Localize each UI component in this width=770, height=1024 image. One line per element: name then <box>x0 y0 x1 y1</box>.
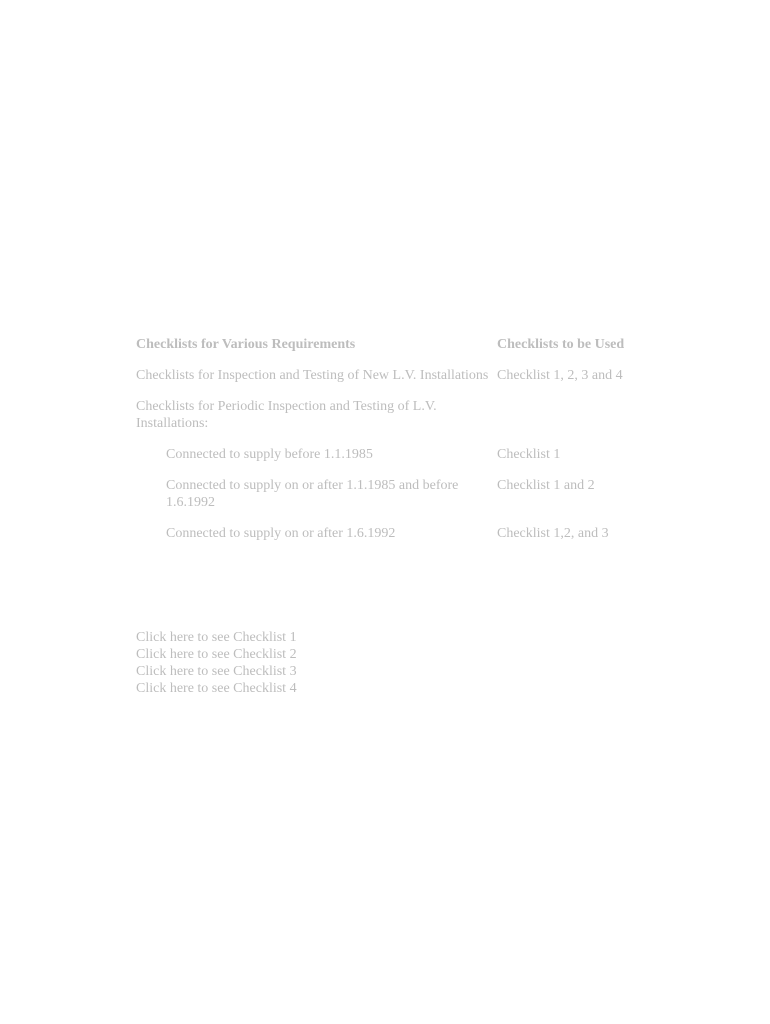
header-checklists-used: Checklists to be Used <box>497 337 625 352</box>
table-row <box>136 446 656 463</box>
requirement-cell: Connected to supply before 1.1.1985 <box>166 447 373 462</box>
checklist-cell: Checklist 1, 2, 3 and 4 <box>497 368 623 383</box>
checklist-cell: Checklist 1 and 2 <box>497 478 595 493</box>
table-row <box>136 367 656 384</box>
checklist-2-link[interactable]: Click here to see Checklist 2 <box>136 647 297 662</box>
checklist-cell: Checklist 1 <box>497 447 561 462</box>
checklist-cell: Checklist 1,2, and 3 <box>497 526 609 541</box>
table-row <box>136 398 656 432</box>
checklist-3-link[interactable]: Click here to see Checklist 3 <box>136 664 297 679</box>
table-header-row <box>136 336 656 353</box>
checklist-1-link[interactable]: Click here to see Checklist 1 <box>136 630 297 645</box>
requirement-cell: Checklists for Inspection and Testing of New L.V. Installations <box>136 368 489 383</box>
checklist-4-link[interactable]: Click here to see Checklist 4 <box>136 681 297 696</box>
table-row <box>136 477 656 511</box>
requirement-cell: Connected to supply on or after 1.6.1992 <box>166 526 396 541</box>
requirement-cell: Checklists for Periodic Inspection and Testing of L.V. Installations: <box>136 399 437 431</box>
checklist-links <box>136 629 297 697</box>
table-row <box>136 525 656 542</box>
requirements-table <box>136 336 656 556</box>
checklist-cell <box>497 398 656 432</box>
requirement-cell: Connected to supply on or after 1.1.1985 and before 1.6.1992 <box>166 478 459 510</box>
header-requirements: Checklists for Various Requirements <box>136 337 356 352</box>
